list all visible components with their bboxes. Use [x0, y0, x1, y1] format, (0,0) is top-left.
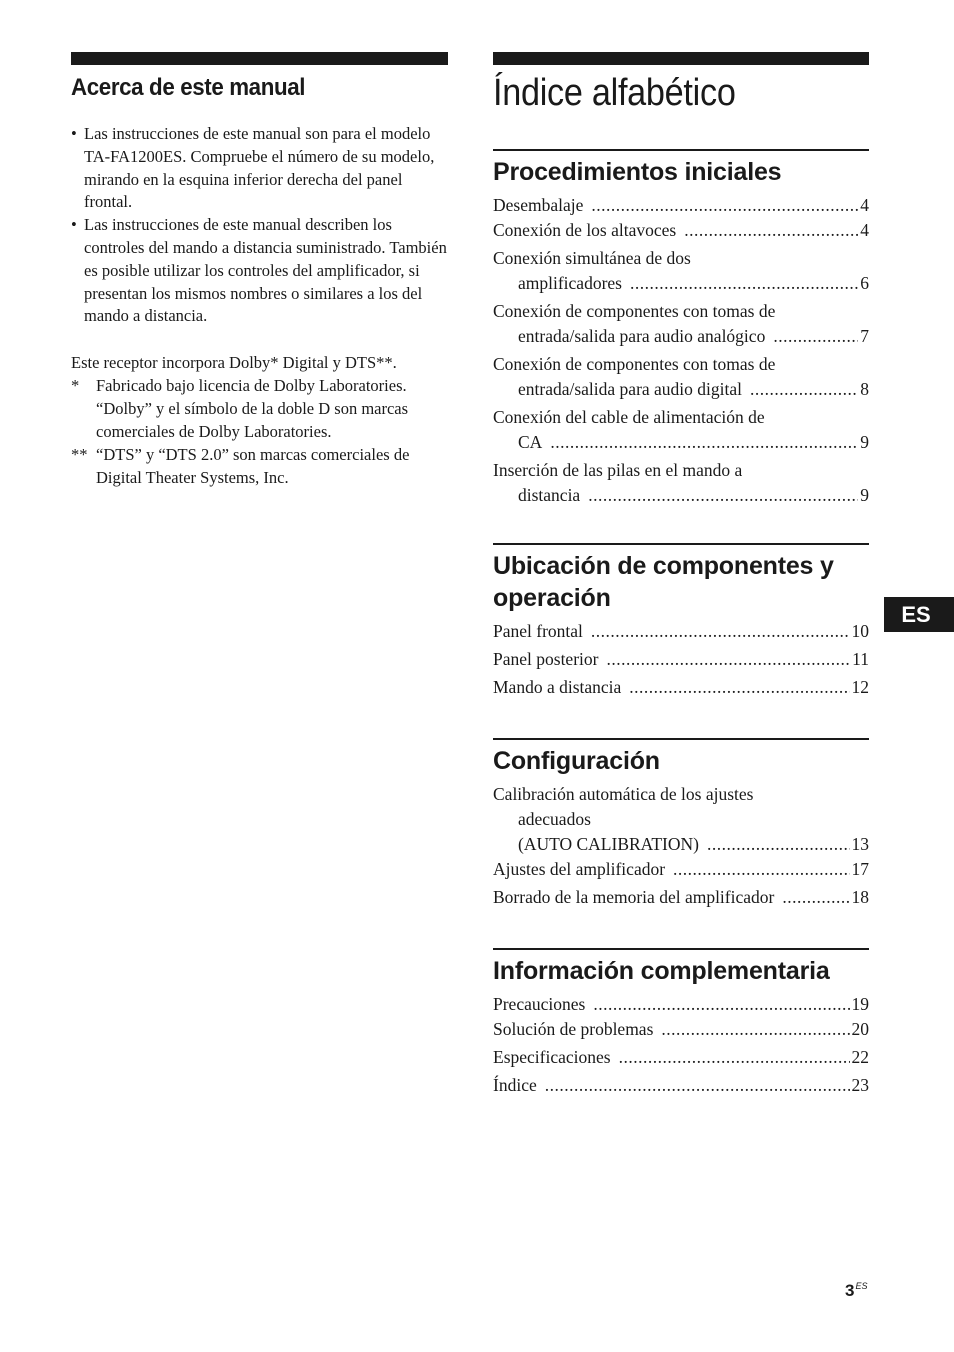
entry-label: Conexión del cable de alimentación de: [493, 407, 765, 427]
about-manual-heading: Acerca de este manual: [71, 74, 306, 101]
entry-label: entrada/salida para audio analógico: [518, 326, 766, 346]
entry-page: 17: [851, 859, 869, 879]
entry-page: 23: [851, 1075, 869, 1095]
entry-label: adecuados: [518, 809, 591, 829]
language-tab: ES: [884, 597, 954, 632]
footnote-text: “DTS” y “DTS 2.0” son marcas comerciales de Digital Theater Systems, Inc.: [96, 445, 410, 488]
entry-label: Conexión de componentes con tomas de: [493, 354, 776, 374]
footnote-item: [71, 443, 448, 489]
entry-page: 22: [851, 1047, 869, 1067]
bullet-item: • Las instrucciones de este manual describen los controles del mando a distancia suministrado. También es posible utilizar los controles del amplificador, si presentan los mismos nombres o similares a los del mando a distancia.: [71, 214, 448, 328]
toc-entry[interactable]: [493, 885, 869, 910]
section-rule: [493, 149, 869, 151]
toc-entry[interactable]: [493, 193, 869, 218]
section-bar: [71, 52, 448, 65]
toc-entry[interactable]: [493, 352, 869, 402]
entry-page: 19: [851, 994, 869, 1014]
section-rule: [493, 738, 869, 740]
entry-page: 8: [860, 379, 869, 399]
entry-label: Ajustes del amplificador: [493, 859, 666, 879]
entry-page: 20: [851, 1019, 869, 1039]
entry-label: Índice: [493, 1075, 537, 1095]
toc-entry[interactable]: [493, 992, 869, 1017]
entry-label: Desembalaje: [493, 195, 584, 215]
page-number-suffix: ES: [855, 1281, 868, 1291]
entry-page: 13: [851, 834, 869, 854]
toc-section-configuration: [493, 738, 869, 910]
toc-entry[interactable]: [493, 1017, 869, 1042]
footnotes: [71, 374, 448, 489]
section-rule: [493, 543, 869, 545]
footnote-mark: *: [71, 376, 80, 396]
entry-page: 6: [860, 273, 869, 293]
toc-entry[interactable]: [493, 405, 869, 455]
entry-page: 7: [860, 326, 869, 346]
toc-entry[interactable]: [493, 246, 869, 296]
entry-label: Solución de problemas: [493, 1019, 654, 1039]
entry-label: amplificadores: [518, 273, 622, 293]
entry-page: 11: [852, 649, 869, 669]
entry-page: 4: [860, 220, 869, 240]
toc-entry[interactable]: [493, 1073, 869, 1098]
toc-entry[interactable]: [493, 857, 869, 882]
section-bar: [493, 52, 869, 65]
entry-label: CA: [518, 432, 543, 452]
toc-entry[interactable]: [493, 782, 869, 857]
toc-entry[interactable]: [493, 647, 869, 672]
about-bullets: [71, 123, 448, 328]
footnote-text: Fabricado bajo licencia de Dolby Laboratories. “Dolby” y el símbolo de la doble D son marcas comerciales de Dolby Laboratories.: [96, 376, 409, 442]
toc-entry[interactable]: [493, 299, 869, 349]
page-number-value: 3: [845, 1281, 855, 1300]
entry-page: 9: [860, 432, 869, 452]
footnote-mark: **: [71, 445, 88, 465]
entry-label: entrada/salida para audio digital: [518, 379, 743, 399]
toc-section-getting-started: [493, 149, 869, 508]
entry-page: 9: [860, 485, 869, 505]
entry-label: distancia: [518, 485, 581, 505]
entry-label: Inserción de las pilas en el mando a: [493, 460, 743, 480]
toc-heading: Información complementaria: [493, 957, 830, 985]
entry-page: 4: [860, 195, 869, 215]
entry-label: Calibración automática de los ajustes: [493, 784, 754, 804]
entry-label: Conexión de los altavoces: [493, 220, 677, 240]
entry-label: Mando a distancia: [493, 677, 622, 697]
entry-page: 12: [851, 677, 869, 697]
index-title: Índice alfabético: [493, 72, 736, 114]
toc-heading: Ubicación de componentes y operación: [493, 552, 834, 612]
toc-section-additional-info: [493, 948, 869, 1098]
toc-entry[interactable]: [493, 619, 869, 644]
toc-section-components: [493, 543, 869, 700]
entry-page: 18: [851, 887, 869, 907]
bullet-item: • Las instrucciones de este manual son para el modelo TA-FA1200ES. Compruebe el número de su modelo, mirando en la esquina inferior derecha del panel frontal.: [71, 123, 448, 214]
entry-page: 10: [851, 621, 869, 641]
footnote-item: [71, 374, 448, 443]
entry-label: Conexión simultánea de dos: [493, 248, 691, 268]
dolby-paragraph: Este receptor incorpora Dolby* Digital y DTS**.: [71, 353, 397, 373]
entry-label: Panel frontal: [493, 621, 583, 641]
toc-heading: Configuración: [493, 747, 660, 775]
entry-label: Borrado de la memoria del amplificador: [493, 887, 775, 907]
entry-label: Conexión de componentes con tomas de: [493, 301, 776, 321]
entry-label: Precauciones: [493, 994, 586, 1014]
toc-entry[interactable]: [493, 675, 869, 700]
toc-entry[interactable]: [493, 1045, 869, 1070]
entry-label: Especificaciones: [493, 1047, 611, 1067]
section-rule: [493, 948, 869, 950]
about-manual-section: [71, 52, 448, 489]
entry-label: Panel posterior: [493, 649, 599, 669]
toc-entry[interactable]: [493, 458, 869, 508]
index-section: [493, 52, 869, 1095]
toc-heading: Procedimientos iniciales: [493, 158, 782, 186]
toc-entry[interactable]: [493, 218, 869, 243]
page-number: [845, 1281, 867, 1301]
entry-label: (AUTO CALIBRATION): [518, 834, 699, 854]
